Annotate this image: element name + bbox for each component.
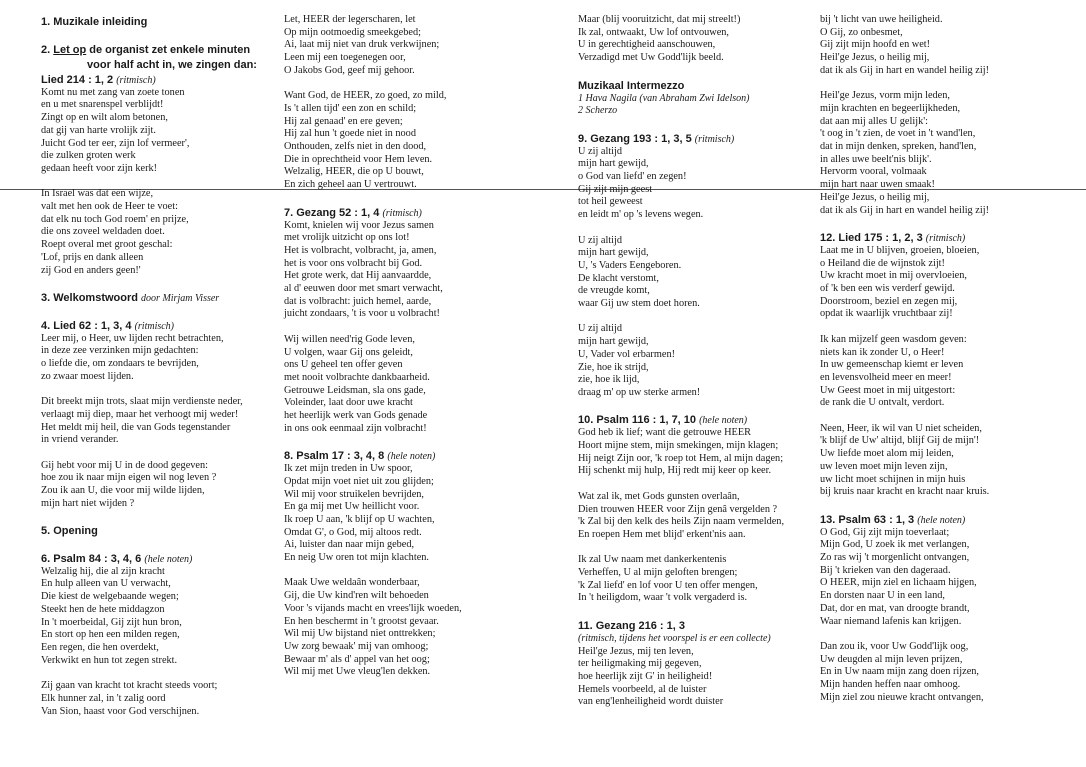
spacer xyxy=(578,222,840,235)
section-heading xyxy=(284,207,546,220)
verse-line: Dan zou ik, voor Uw Godd'lijk oog, xyxy=(820,640,969,652)
verse-line: met nooit volbrachte dankbaarheid. xyxy=(284,371,430,383)
verse-line: o liefde die, om zondaars te bevrijden, xyxy=(41,358,199,369)
verse-line: Dit breekt mijn trots, slaat mijn verdienste neder, xyxy=(41,396,243,408)
verse-line: uw licht moet schijnen in mijn huis xyxy=(820,473,966,485)
verse-line: in ons ook eenmaal zijn volbracht! xyxy=(284,422,427,434)
section-heading xyxy=(41,44,303,57)
verse-line: o Heiland die de wijnstok zijt! xyxy=(820,257,945,269)
verse-line: de rank die U ontvalt, verdort. xyxy=(820,397,945,409)
heading-text: 7. Gezang 52 : 1, 4 xyxy=(284,206,380,219)
verse-line: Voleinder, laat door uwe kracht xyxy=(284,397,413,409)
verse-line: dat aan mij alles U gelijk': xyxy=(820,115,928,127)
verse-line: Mijn God, U zoek ik met verlangen, xyxy=(820,539,970,551)
verse-line: dat gij van harte vrolijk zijt. xyxy=(41,124,156,136)
verse-line: zo zwaar moest lijden. xyxy=(41,370,134,382)
heading-text: Muzikaal Intermezzo xyxy=(578,79,685,92)
verse-line: 't oog in 't zien, de voet in 't wand'len, xyxy=(820,128,976,140)
verse-line: het is voor ons volbracht bij God. xyxy=(284,257,423,269)
verse-line: Uw kracht moet in mij overvloeien, xyxy=(820,270,967,282)
heading-note: (hele noten) xyxy=(387,451,436,463)
verse-line: Heil'ge Jezus, o heilig mij, xyxy=(820,52,930,64)
verse-line: Mijn handen heffen naar omhoog. xyxy=(820,679,961,691)
heading-text: 8. Psalm 17 : 3, 4, 8 xyxy=(284,450,385,463)
verse-line: U, Vader vol erbarmen! xyxy=(578,348,676,360)
verse-line: Ik kan mijzelf geen wasdom geven: xyxy=(820,333,967,345)
verse-line: Welzalig, HEER, die op U bouwt, xyxy=(284,166,424,178)
verse-line: Op mijn ootmoedig smeekgebed; xyxy=(284,26,421,38)
heading-note: (ritmisch) xyxy=(694,133,735,145)
verse-line: Het grote werk, dat Hij aanvaardde, xyxy=(284,270,432,282)
verse-line: Verzadigd met Uw Godd'lijk beeld. xyxy=(578,52,724,64)
verse-line: dat ik als Gij in hart en wandel heilig zij! xyxy=(820,204,989,216)
section-heading xyxy=(41,59,303,72)
note-line: (ritmisch, tijdens het voorspel is er een collecte) xyxy=(578,632,771,644)
verse-line: Ik zal Uw naam met dankerkentenis xyxy=(578,554,727,566)
heading-note: (ritmisch) xyxy=(382,207,422,219)
verse-line: En zich geheel aan U vertrouwt. xyxy=(284,179,417,191)
verse-line: Doorstroom, beziel en zegen mij, xyxy=(820,295,958,307)
verse-line: Komt nu met zang van zoete tonen xyxy=(41,86,185,98)
verse-line: Juicht God ter eer, zijn lof vermeer', xyxy=(41,137,190,149)
spacer xyxy=(284,565,546,578)
verse-line: Zingt op en wilt alom betonen, xyxy=(41,112,168,124)
verse-line: Let, HEER der legerscharen, let xyxy=(284,14,416,25)
verse-line: Die in oprechtheid voor Hem leven. xyxy=(284,153,433,165)
verse-line: Wat zal ik, met Gods gunsten overlaân, xyxy=(578,490,740,502)
spacer xyxy=(578,542,840,555)
spacer xyxy=(578,311,840,324)
section-heading xyxy=(41,525,303,538)
spacer xyxy=(284,192,546,205)
verse-line: Voor 's vijands macht en vrees'lijk woeden, xyxy=(284,602,462,614)
spacer xyxy=(578,605,840,618)
verse-line: Bij 't krieken van den dageraad. xyxy=(820,564,951,576)
verse-line: Ai, laat mij niet van druk verkwijnen; xyxy=(284,39,440,51)
heading-note: (ritmisch) xyxy=(116,74,156,86)
verse-line: U in gerechtigheid aanschouwen, xyxy=(578,39,716,51)
verse-line: Mijn ziel zou nieuwe kracht ontvangen, xyxy=(820,691,984,703)
verse-line: Onthouden, zelfs niet in den dood, xyxy=(284,141,427,153)
verse-line: juicht zondaars, 't is voor u volbracht! xyxy=(284,308,440,320)
verse-line: opdat ik waarlijk vruchtbaar zij! xyxy=(820,308,953,320)
verse-line: Bewaar m' als d' appel van het oog; xyxy=(284,653,430,665)
heading-note: (ritmisch) xyxy=(925,232,966,244)
verse-line: Heil'ge Jezus, mij ten leven, xyxy=(578,645,694,657)
heading-note: (ritmisch) xyxy=(134,320,175,332)
verse-line: Verkwikt en hun tot zegen strekt. xyxy=(41,654,178,666)
verse-line: Een regen, die hen overdekt, xyxy=(41,642,159,653)
spacer xyxy=(578,118,840,131)
verse-line: In uw gemeenschap kiemt er leven xyxy=(820,359,964,371)
verse-line: het heerlijk werk van Gods genade xyxy=(284,410,428,422)
verse-line: Wil mij met Uwe vleug'len dekken. xyxy=(284,666,431,678)
verse-line: En neig Uw oren tot mijn klachten. xyxy=(284,552,429,564)
verse-line: Uw liefde moet alom mij leiden, xyxy=(820,448,954,460)
section-heading xyxy=(578,133,840,146)
section-heading xyxy=(41,16,303,29)
verse-line: Hij schenkt mij hulp, Hij redt mij keer op keer. xyxy=(578,465,772,477)
heading-text: 11. Gezang 216 : 1, 3 xyxy=(578,619,686,632)
verse-line: 'Lof, prijs en dank alleen xyxy=(41,251,144,263)
verse-line: Steekt hen de hete middagzon xyxy=(41,603,165,615)
verse-line: Welzalig hij, die al zijn kracht xyxy=(41,565,165,577)
spacer xyxy=(41,667,303,680)
spacer xyxy=(820,217,1082,230)
note-line: 1 Hava Nagila (van Abraham Zwi Idelson) xyxy=(578,92,750,104)
verse-line: mijn hart gewijd, xyxy=(578,336,649,348)
spacer xyxy=(284,435,546,448)
verse-line: mijn krachten en begeerlijkheden, xyxy=(820,102,961,114)
verse-line: O Jakobs God, geef mij gehoor. xyxy=(284,64,415,76)
verse-line: Leen mij een toegenegen oor, xyxy=(284,52,406,64)
verse-line: Hoort mijne stem, mijn smekingen, mijn klagen; xyxy=(578,440,779,452)
verse-line: 'k blijf de Uw' altijd, blijf Gij de mijn'! xyxy=(820,435,980,447)
spacer xyxy=(41,447,303,460)
verse-line: ons U geheel ten offer geven xyxy=(284,359,403,371)
verse-line: U zij altijd xyxy=(578,145,623,157)
verse-line: Uw Geest moet in mij uitgestort: xyxy=(820,384,956,396)
heading-note: (hele noten) xyxy=(917,514,966,526)
section-heading xyxy=(41,292,303,305)
spacer xyxy=(41,29,303,42)
verse-line: God heb ik lief; want die getrouwe HEER xyxy=(578,427,752,439)
heading-note: door Mirjam Visser xyxy=(141,292,220,304)
verse-line: Ik roep U aan, 'k blijf op U wachten, xyxy=(284,513,435,525)
verse-line: Dien trouwen HEER voor Zijn genâ vergelden ? xyxy=(578,503,778,515)
verse-line: en leidt m' op 's levens wegen. xyxy=(578,209,704,221)
verse-line: Dat, dor en mat, van droogte brandt, xyxy=(820,602,970,614)
heading-text: 5. Opening xyxy=(41,525,98,538)
verse-line: bij 't licht van uwe heiligheid. xyxy=(820,14,943,25)
verse-line: Roept overal met groot geschal: xyxy=(41,239,173,251)
heading-note: (hele noten) xyxy=(699,415,748,427)
verse-line: dat is volbracht: juich hemel, aarde, xyxy=(284,295,432,307)
verse-line: Gij, die Uw kind'ren wilt behoeden xyxy=(284,590,429,602)
verse-line: Want God, de HEER, zo goed, zo mild, xyxy=(284,90,447,102)
verse-line: al d' eeuwen door met smart verwacht, xyxy=(284,283,443,295)
verse-line: In Israel was dat een wijze, xyxy=(41,188,154,200)
verse-line: De klacht verstomt, xyxy=(578,272,659,284)
spacer xyxy=(578,65,840,78)
verse-line: En roepen Hem met blijd' erkent'nis aan. xyxy=(578,528,746,540)
verse-line: Ai, luister dan naar mijn gebed, xyxy=(284,539,415,551)
section-heading xyxy=(41,320,303,333)
verse-line: die ons zoveel weldaden doet. xyxy=(41,226,165,238)
verse-line: in deze zee verzinken mijn gedachten: xyxy=(41,345,199,357)
verse-line: Maar (blij vooruitzicht, dat mij streelt!) xyxy=(578,14,741,25)
verse-line: zie, hoe ik lijd, xyxy=(578,374,640,386)
verse-line: Ik zal, ontwaakt, Uw lof ontvouwen, xyxy=(578,26,729,38)
verse-line: tot heil geweest xyxy=(578,196,643,208)
verse-line: Hervorm vooral, volmaak xyxy=(820,166,927,178)
verse-line: Neen, Heer, ik wil van U niet scheiden, xyxy=(820,422,982,434)
verse-line: U zij altijd xyxy=(578,323,623,335)
verse-line: hoe heerlijk zijt G' in heiligheid! xyxy=(578,670,713,682)
spacer xyxy=(41,176,303,189)
verse-line: O HEER, mijn ziel en lichaam hijgen, xyxy=(820,577,977,589)
verse-line: mijn hart niet wijden ? xyxy=(41,497,135,509)
section-heading xyxy=(284,450,546,463)
verse-line: bij kruis naar kracht en kracht naar kruis. xyxy=(820,486,990,498)
heading-text: 1. Muzikale inleiding xyxy=(41,16,148,28)
spacer xyxy=(820,321,1082,334)
verse-line: verlaagt mij diep, maar het verhoogt mij weder! xyxy=(41,408,239,420)
verse-line: Wil mij voor struikelen bevrijden, xyxy=(284,488,424,500)
verse-line: waar Gij uw stem doet horen. xyxy=(578,298,700,310)
verse-line: Hij zal genaad' en ere geven; xyxy=(284,115,403,127)
section-heading xyxy=(41,74,303,87)
verse-line: Heil'ge Jezus, vorm mijn leden, xyxy=(820,90,950,102)
verse-line: Gij zijt mijn geest xyxy=(578,183,653,195)
verse-line: Ik zet mijn treden in Uw spoor, xyxy=(284,463,413,475)
verse-line: En hulp alleen van U verwacht, xyxy=(41,578,171,590)
verse-line: Wij willen need'rig Gode leven, xyxy=(284,333,415,345)
verse-line: En ga mij met Uw heillicht voor. xyxy=(284,501,420,513)
spacer xyxy=(820,410,1082,423)
verse-line: Verheffen, U al mijn geloften brengen; xyxy=(578,567,738,579)
heading-text: 13. Psalm 63 : 1, 3 xyxy=(820,513,915,526)
verse-line: En stort op hen een milden regen, xyxy=(41,629,180,641)
verse-line: Hemels voorbeeld, al de luister xyxy=(578,683,707,695)
verse-line: de vreugde komt, xyxy=(578,285,650,297)
heading-text: 3. Welkomstwoord xyxy=(41,291,138,304)
spacer xyxy=(578,478,840,491)
verse-line: En in Uw naam mijn zang doen rijzen, xyxy=(820,666,979,678)
heading-text: 9. Gezang 193 : 1, 3, 5 xyxy=(578,132,692,145)
spacer xyxy=(284,78,546,91)
spacer xyxy=(41,383,303,396)
heading-text: 12. Lied 175 : 1, 2, 3 xyxy=(820,231,923,244)
verse-line: Zij gaan van kracht tot kracht steeds voort; xyxy=(41,680,218,692)
verse-line: Uw zorg bewaak' mij van omhoog; xyxy=(284,640,429,652)
heading-text: de organist zet enkele minuten xyxy=(86,43,251,56)
heading-text: Lied 214 : 1, 2 xyxy=(41,73,114,86)
verse-line: In 't moerbeidal, Gij zijt hun bron, xyxy=(41,616,182,628)
heading-text: 10. Psalm 116 : 1, 7, 10 xyxy=(578,414,697,427)
verse-line: Het is volbracht, volbracht, ja, amen, xyxy=(284,244,437,256)
verse-line: niets kan ik zonder U, o Heer! xyxy=(820,346,945,358)
column-4 xyxy=(820,14,1082,704)
section-heading xyxy=(578,620,840,633)
verse-line: U zij altijd xyxy=(578,234,623,246)
verse-line: valt met hen ook de Heer te voet: xyxy=(41,201,178,212)
spacer xyxy=(820,628,1082,641)
verse-line: dat ik als Gij in hart en wandel heilig zij! xyxy=(820,64,989,76)
verse-line: Komt, knielen wij voor Jezus samen xyxy=(284,219,434,231)
verse-line: gedaan heeft voor zijn kerk! xyxy=(41,162,158,174)
section-heading xyxy=(820,514,1082,527)
verse-line: Is 't allen tijd' een zon en schild; xyxy=(284,102,417,114)
verse-line: 'k Zal bij den kelk des heils Zijn naam vermelden, xyxy=(578,516,785,528)
verse-line: dat in mijn denken, spreken, hand'len, xyxy=(820,141,977,153)
verse-line: Gij hebt voor mij U in de dood gegeven: xyxy=(41,459,209,471)
verse-line: Omdat G', o God, mij altoos redt. xyxy=(284,526,422,538)
verse-line: O Gij, zo onbesmet, xyxy=(820,26,903,38)
spacer xyxy=(41,538,303,551)
spacer xyxy=(820,78,1082,91)
verse-line: mijn hart gewijd, xyxy=(578,247,649,259)
verse-line: Van Sion, haast voor God verschijnen. xyxy=(41,705,200,717)
verse-line: Zie, hoe ik strijd, xyxy=(578,361,649,373)
section-heading xyxy=(578,80,840,93)
spacer xyxy=(820,499,1082,512)
verse-line: U, 's Vaders Eengeboren. xyxy=(578,259,682,271)
verse-line: Heil'ge Jezus, o heilig mij, xyxy=(820,191,930,203)
verse-line: Elk hunner zal, in 't zalig oord xyxy=(41,692,166,704)
verse-line: Die kiest de welgebaande wegen; xyxy=(41,591,179,603)
verse-line: Laat me in U blijven, groeien, bloeien, xyxy=(820,244,980,256)
verse-line: O God, Gij zijt mijn toeverlaat; xyxy=(820,526,950,538)
verse-line: draag m' op uw sterke armen! xyxy=(578,386,701,398)
section-heading xyxy=(41,553,303,566)
verse-line: Getrouwe Leidsman, sla ons gade, xyxy=(284,384,426,396)
verse-line: Wil mij Uw bijstand niet onttrekken; xyxy=(284,628,436,640)
verse-line: met vrolijk uitzicht op ons lot! xyxy=(284,232,410,244)
underlined-text: Let op xyxy=(53,43,87,56)
section-heading xyxy=(820,232,1082,245)
verse-line: van eng'lenheiligheid wordt duister xyxy=(578,696,724,708)
note-line: 2 Scherzo xyxy=(578,105,618,117)
column-1 xyxy=(41,14,303,718)
heading-text: voor half acht in, we zingen dan: xyxy=(87,58,257,71)
verse-line: Zo ras wij 't morgenlicht ontvangen, xyxy=(820,552,970,564)
column-2 xyxy=(284,14,546,679)
verse-line: die zulken groten werk xyxy=(41,150,136,162)
verse-line: in vriend verander. xyxy=(41,434,119,446)
verse-line: Uw deugden al mijn leven prijzen, xyxy=(820,653,963,665)
verse-line: En dorsten naar U in een land, xyxy=(820,590,945,602)
verse-line: uw leven moet mijn leven zijn, xyxy=(820,460,948,472)
verse-line: Maak Uwe weldaân wonderbaar, xyxy=(284,577,420,589)
spacer xyxy=(578,400,840,413)
verse-line: Zou ik aan U, die voor mij wilde lijden, xyxy=(41,485,205,496)
heading-text: 6. Psalm 84 : 3, 4, 6 xyxy=(41,552,142,565)
verse-line: en u met snarenspel verblijdt! xyxy=(41,99,164,111)
verse-line: Het meldt mij heil, die van Gods tegenstander xyxy=(41,421,231,433)
verse-line: en levensvolheid meer en meer! xyxy=(820,371,952,383)
verse-line: of 'k ben een wis verderf gewijd. xyxy=(820,283,955,295)
verse-line: Hij neigt Zijn oor, 'k roep tot Hem, al mijn dagen; xyxy=(578,452,784,464)
verse-line: Gij zijt mijn hoofd en wet! xyxy=(820,39,931,51)
verse-line: hoe zou ik naar mijn eigen wil nog leven ? xyxy=(41,472,217,484)
heading-text: 4. Lied 62 : 1, 3, 4 xyxy=(41,319,132,332)
section-heading xyxy=(578,414,840,427)
verse-line: in alles uwe beelt'nis blijk'. xyxy=(820,153,932,165)
verse-line: o God van liefd' en zegen! xyxy=(578,171,687,182)
verse-line: U volgen, waar Gij ons geleidt, xyxy=(284,346,413,358)
spacer xyxy=(41,277,303,290)
spacer xyxy=(41,305,303,318)
verse-line: 'k Zal liefd' en lof voor U ten offer mengen, xyxy=(578,579,758,591)
verse-line: In 't heiligdom, waar 't volk vergaderd is. xyxy=(578,592,748,604)
spacer xyxy=(284,321,546,334)
verse-line: mijn hart naar uwen smaak! xyxy=(820,179,935,191)
verse-line: En hen beschermt in 't grootst gevaar. xyxy=(284,615,439,627)
heading-note: (hele noten) xyxy=(144,553,193,565)
verse-line: Opdat mijn voet niet uit zou glijden; xyxy=(284,475,434,487)
verse-line: dat elk nu toch God roem' en prijze, xyxy=(41,213,189,225)
heading-number: 2. xyxy=(41,43,54,56)
verse-line: zij God en anders geen!' xyxy=(41,264,141,276)
spacer xyxy=(41,510,303,523)
verse-line: mijn hart gewijd, xyxy=(578,158,649,170)
verse-line: Hij zal hun 't goede niet in nood xyxy=(284,128,416,140)
column-3 xyxy=(578,14,840,709)
verse-line: Leer mij, o Heer, uw lijden recht betrachten, xyxy=(41,332,224,344)
verse-line: ter heiligmaking mij gegeven, xyxy=(578,658,702,670)
verse-line: Waar niemand lafenis kan krijgen. xyxy=(820,615,962,627)
